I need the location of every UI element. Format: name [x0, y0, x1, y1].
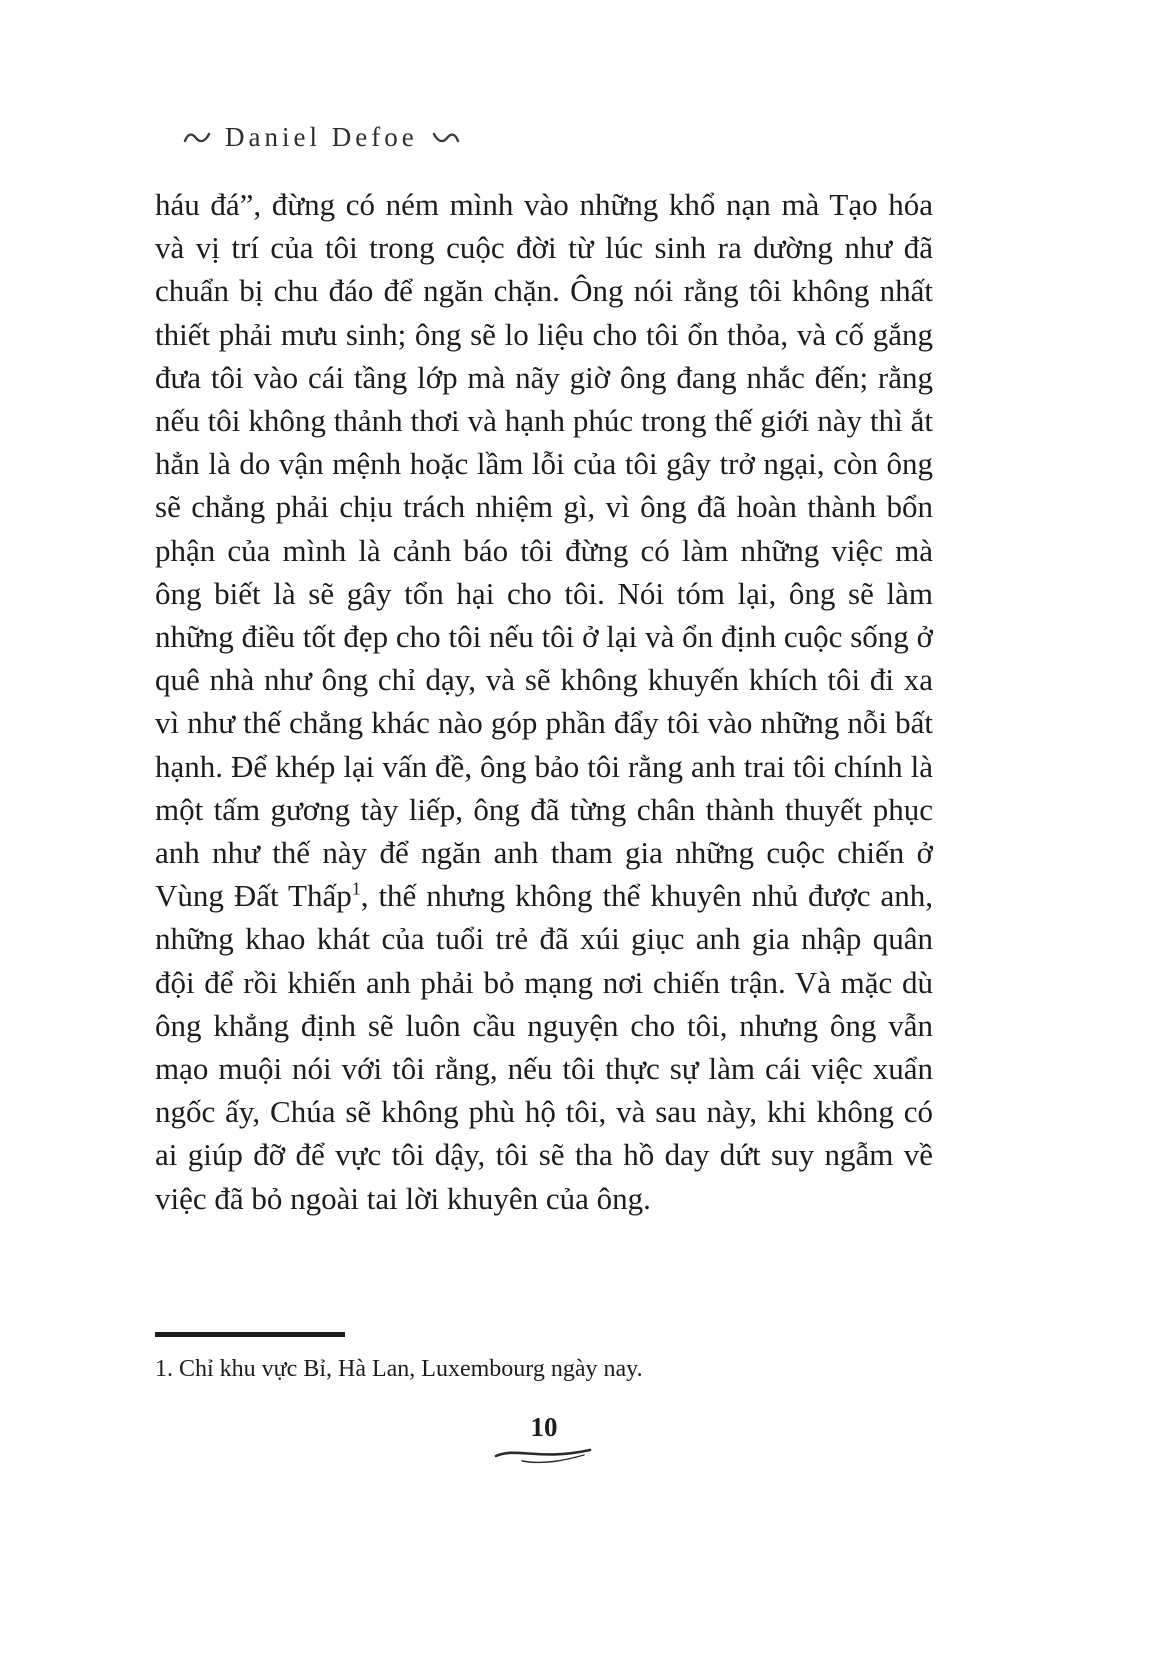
footnote-marker: 1: [351, 878, 361, 899]
footnote-text: 1. Chỉ khu vực Bỉ, Hà Lan, Luxembourg ngày nay.: [155, 1356, 643, 1382]
paragraph-text-before-footnote: háu đá”, đừng có ném mình vào những khổ nạn mà Tạo hóa và vị trí của tôi trong cuộc đời từ lúc sinh ra dường như đã chuẩn bị chu đáo để ngăn chặn. Ông nói rằng tôi không nhất thiết phải mưu sinh; ông sẽ lo liệu cho tôi ổn thỏa, và cố gắng đưa tôi vào cái tầng lớp mà nãy giờ ông đang nhắc đến; rằng nếu tôi không thảnh thơi và hạnh phúc trong thế giới này thì ắt hẳn là do vận mệnh hoặc lầm lỗi của tôi gây trở ngại, còn ông sẽ chẳng phải chịu trách nhiệm gì, vì ông đã hoàn thành bổn phận của mình là cảnh báo tôi đừng có làm những việc mà ông biết là sẽ gây tổn hại cho tôi. Nói tóm lại, ông sẽ làm những điều tốt đẹp cho tôi nếu tôi ở lại và ổn định cuộc sống ở quê nhà như ông chỉ dạy, và sẽ không khuyến khích tôi đi xa vì như thế chẳng khác nào góp phần đẩy tôi vào những nỗi bất hạnh. Để khép lại vấn đề, ông bảo tôi rằng anh trai tôi chính là một tấm gương tày liếp, ông đã từng chân thành thuyết phục anh như thế này để ngăn anh tham gia những cuộc chiến ở Vùng Đất Thấp: [155, 187, 933, 914]
page-footer-swash-icon: [155, 1445, 933, 1467]
footnote-divider: [155, 1332, 345, 1337]
header-flourish-right-icon: [432, 129, 460, 147]
page-header: [183, 122, 460, 153]
author-name: Daniel Defoe: [225, 122, 418, 152]
page-footer: [155, 1412, 933, 1467]
body-paragraph: [155, 183, 933, 1220]
header-flourish-left-icon: [183, 129, 211, 147]
paragraph-text-after-footnote: , thế nhưng không thể khuyên nhủ được anh, những khao khát của tuổi trẻ đã xúi giục anh gia nhập quân đội để rồi khiến anh phải bỏ mạng nơi chiến trận. Và mặc dù ông khẳng định sẽ luôn cầu nguyện cho tôi, nhưng ông vẫn mạo muội nói với tôi rằng, nếu tôi thực sự làm cái việc xuẩn ngốc ấy, Chúa sẽ không phù hộ tôi, và sau này, khi không có ai giúp đỡ để vực tôi dậy, tôi sẽ tha hồ day dứt suy ngẫm về việc đã bỏ ngoài tai lời khuyên của ông.: [155, 878, 933, 1216]
body-text-block: [155, 183, 933, 1318]
page-number: 10: [530, 1412, 558, 1442]
